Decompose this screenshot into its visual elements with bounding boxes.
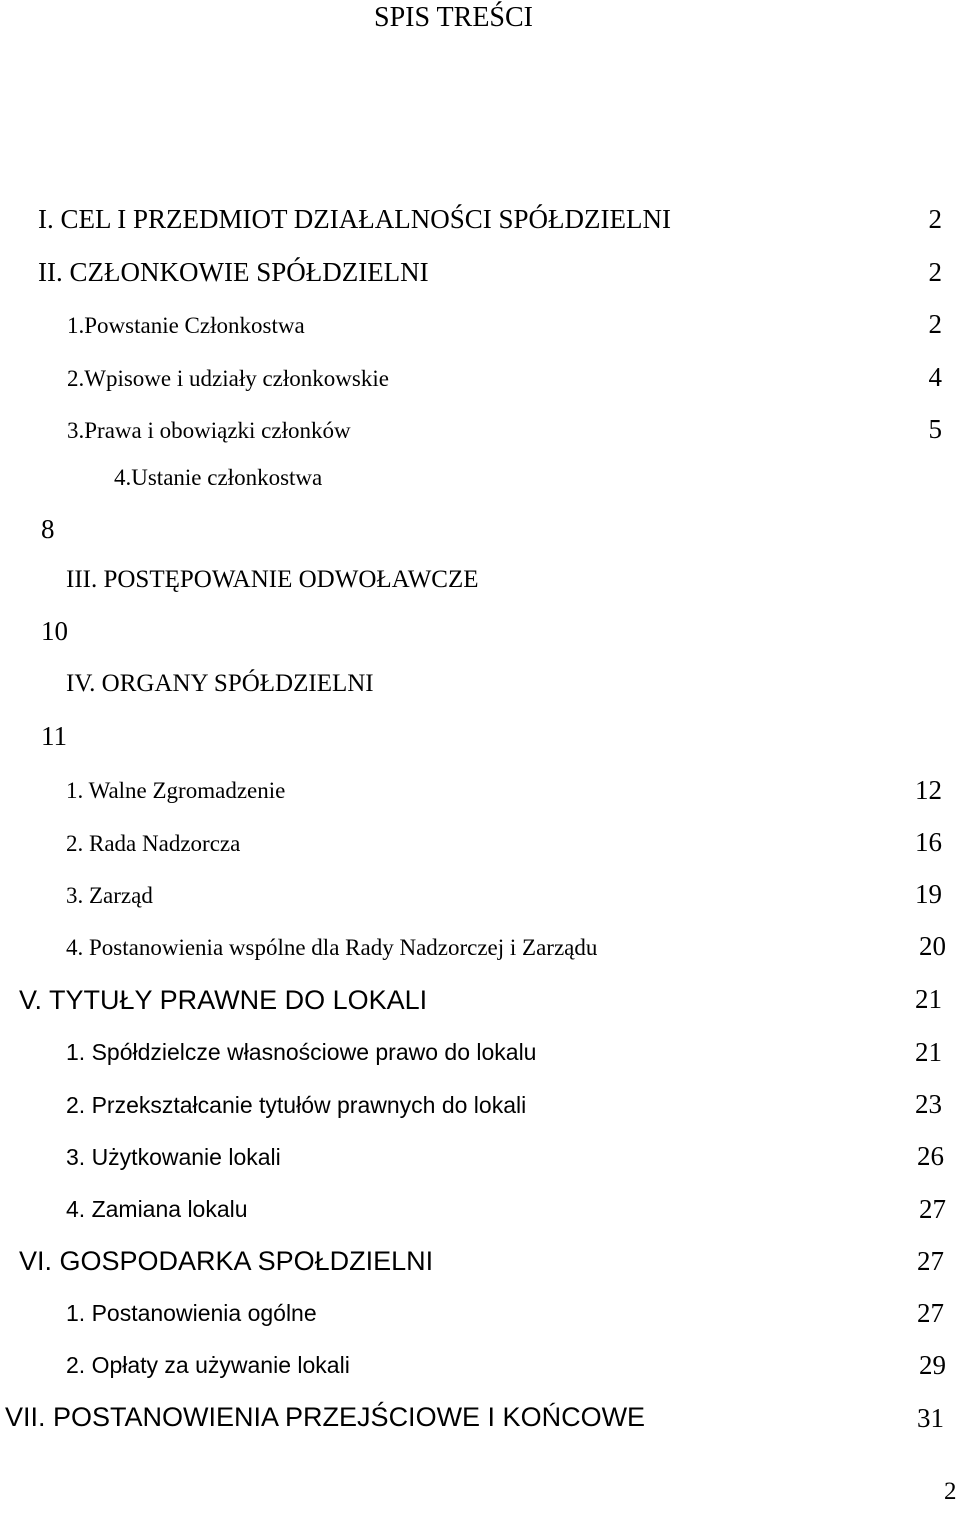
toc-entry-label[interactable]: 3.Prawa i obowiązki członków xyxy=(67,418,351,443)
toc-entry-label[interactable]: 1. Walne Zgromadzenie xyxy=(66,778,286,803)
toc-entry-label[interactable]: 4.Ustanie członkostwa xyxy=(114,465,323,490)
toc-entry-page: 2 xyxy=(928,257,942,287)
toc-entry-label[interactable]: 4. Postanowienia wspólne dla Rady Nadzorczej i Zarządu xyxy=(66,935,598,960)
toc-entry-label[interactable]: 3. Użytkowanie lokali xyxy=(66,1144,281,1170)
toc-entry-page: 20 xyxy=(919,931,946,961)
toc-entry-page: 27 xyxy=(917,1246,944,1276)
page-title: SPIS TREŚCI xyxy=(374,2,533,33)
toc-entry-page: 11 xyxy=(41,721,67,751)
toc-entry-page: 19 xyxy=(915,879,942,909)
toc-entry-label[interactable]: V. TYTUŁY PRAWNE DO LOKALI xyxy=(19,985,428,1015)
toc-entry-label[interactable]: 2. Przekształcanie tytułów prawnych do lokali xyxy=(66,1092,527,1118)
toc-entry-page: 27 xyxy=(917,1298,944,1328)
toc-entry-page: 2 xyxy=(928,204,942,234)
toc-entry-label[interactable]: 2.Wpisowe i udziały członkowskie xyxy=(67,366,389,391)
toc-entry-page: 8 xyxy=(41,514,55,544)
toc-entry-label[interactable]: 1. Postanowienia ogólne xyxy=(66,1300,317,1326)
toc-entry-label[interactable]: IV. ORGANY SPÓŁDZIELNI xyxy=(66,670,374,697)
toc-entry-label[interactable]: 1.Powstanie Członkostwa xyxy=(67,313,305,338)
toc-entry-page: 12 xyxy=(915,775,942,805)
toc-entry-label[interactable]: VI. GOSPODARKA SPOŁDZIELNI xyxy=(19,1246,434,1276)
toc-entry-label[interactable]: 4. Zamiana lokalu xyxy=(66,1196,248,1222)
toc-entry-label[interactable]: 3. Zarząd xyxy=(66,883,153,908)
page-number: 2 xyxy=(944,1478,957,1505)
toc-entry-page: 29 xyxy=(919,1350,946,1380)
toc-entry-label[interactable]: 2. Opłaty za używanie lokali xyxy=(66,1352,350,1378)
toc-entry-label[interactable]: II. CZŁONKOWIE SPÓŁDZIELNI xyxy=(38,257,429,287)
toc-entry-page: 23 xyxy=(915,1089,942,1119)
toc-entry-label[interactable]: 1. Spółdzielcze własnościowe prawo do lokalu xyxy=(66,1039,537,1065)
toc-entry-page: 26 xyxy=(917,1141,944,1171)
toc-entry-page: 21 xyxy=(915,1037,942,1067)
toc-entry-page: 31 xyxy=(917,1403,944,1433)
toc-entry-page: 10 xyxy=(41,616,68,646)
toc-entry-page: 2 xyxy=(928,309,942,339)
toc-entry-label[interactable]: VII. POSTANOWIENIA PRZEJŚCIOWE I KOŃCOWE xyxy=(5,1402,646,1432)
toc-entry-label[interactable]: I. CEL I PRZEDMIOT DZIAŁALNOŚCI SPÓŁDZIELNI xyxy=(38,204,671,234)
toc-entry-page: 21 xyxy=(915,984,942,1014)
toc-entry-page: 4 xyxy=(928,362,942,392)
toc-entry-label[interactable]: 2. Rada Nadzorcza xyxy=(66,831,241,856)
toc-entry-label[interactable]: III. POSTĘPOWANIE ODWOŁAWCZE xyxy=(66,566,479,593)
toc-entry-page: 16 xyxy=(915,827,942,857)
toc-entry-page: 27 xyxy=(919,1194,946,1224)
toc-entry-page: 5 xyxy=(928,414,942,444)
